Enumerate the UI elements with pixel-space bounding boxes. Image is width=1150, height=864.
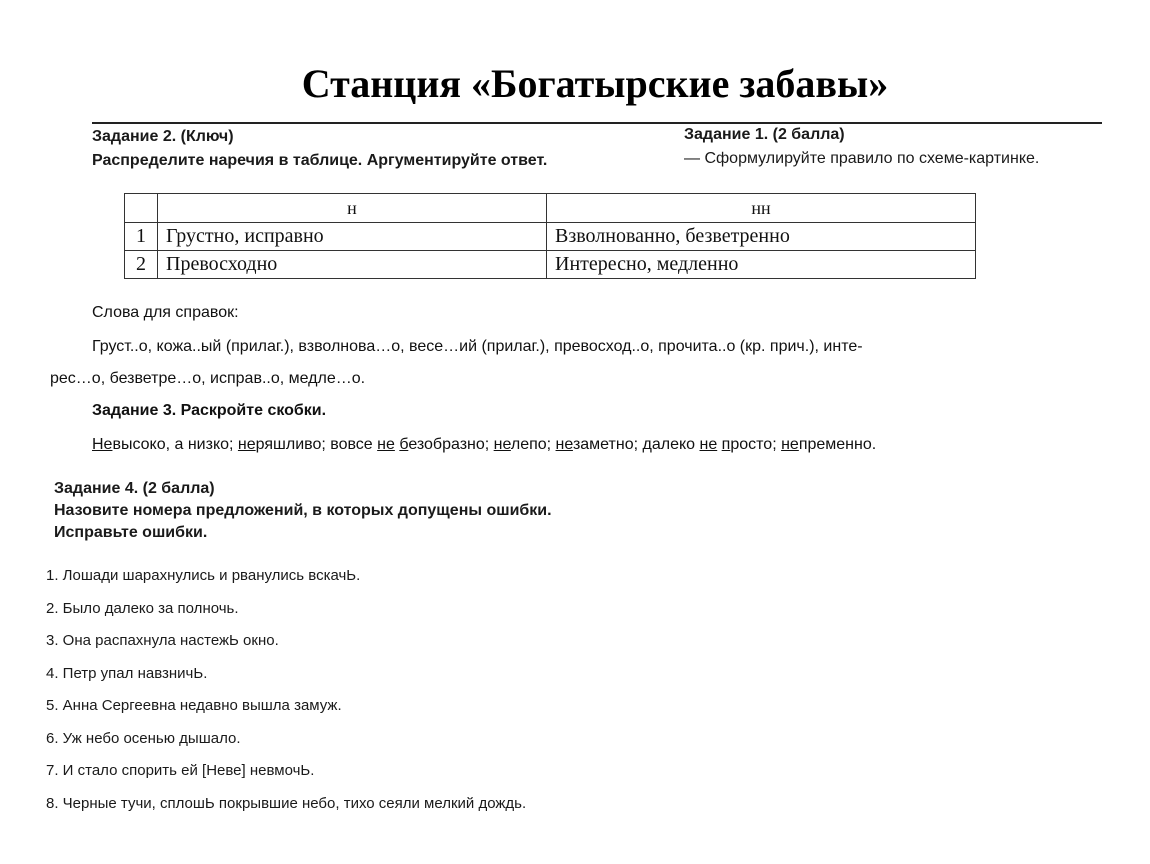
underlined-part: б	[399, 436, 409, 453]
list-item: 8. Черные тучи, сплошЬ покрывшие небо, тихо сеяли мелкий дождь.	[46, 794, 527, 812]
table-header-row	[125, 194, 976, 223]
list-item: 5. Анна Сергеевна недавно вышла замуж.	[46, 697, 342, 714]
header-nn: нн	[547, 194, 976, 223]
list-item: 2. Было далеко за полночь.	[46, 599, 239, 617]
underlined-part: не	[237, 436, 256, 453]
underlined-part: не	[555, 436, 573, 453]
underlined-part: п	[721, 436, 731, 453]
reference-words-line1: Груст..о, кожа..ый (прилаг.), взволнова…о, весе…ий (прилаг.), превосход..о, прочита..о (кр. прич.), инте-	[92, 338, 863, 355]
cell-n: Грустно, исправно	[158, 223, 547, 251]
adverbs-table	[124, 193, 976, 279]
list-item: 1. Лошади шарахнулись и рванулись вскачЬ.	[46, 567, 361, 584]
task2-instruction: Распределите наречия в таблице. Аргументируйте ответ.	[92, 152, 548, 169]
table-row	[125, 251, 976, 279]
reference-title: Слова для справок:	[92, 304, 239, 321]
underlined-part: не	[699, 436, 718, 453]
task2-title: Задание 2. (Ключ)	[92, 128, 234, 145]
divider-line	[92, 122, 1102, 124]
cell-nn: Интересно, медленно	[547, 251, 976, 279]
underlined-part: не	[377, 436, 395, 453]
slide-title: Станция «Богатырские забавы»	[301, 61, 889, 106]
list-item: 7. И стало спорить ей [Неве] невмочЬ.	[46, 762, 315, 779]
header-n: н	[158, 194, 547, 223]
table-corner-cell	[125, 194, 158, 223]
task4-title: Задание 4. (2 балла)	[54, 480, 215, 497]
list-item: 4. Петр упал навзничЬ.	[46, 664, 208, 682]
task4-instruction: Назовите номера предложений, в которых допущены ошибки.	[54, 502, 552, 519]
list-item: 3. Она распахнула настежЬ окно.	[46, 632, 279, 649]
cell-nn: Взволнованно, безветренно	[547, 223, 976, 251]
answer-text: ряшливо; вовсе	[255, 436, 378, 453]
row-number: 2	[125, 251, 158, 279]
reference-words-line2: рес…о, безветре…о, исправ..о, медле…о.	[50, 370, 366, 387]
task4-instruction-2: Исправьте ошибки.	[54, 524, 208, 541]
task1-title: Задание 1. (2 балла)	[684, 126, 845, 143]
answer-text: езобразно;	[408, 436, 494, 453]
underlined-part: Не	[92, 436, 113, 453]
row-number: 1	[125, 223, 158, 251]
underlined-part: не	[493, 436, 511, 453]
answer-text: высоко, а низко;	[112, 436, 238, 453]
task3-answer	[92, 436, 876, 454]
answer-text: заметно; далеко	[572, 436, 700, 453]
underlined-part: не	[781, 436, 799, 453]
answer-text: пременно.	[798, 436, 877, 453]
answer-text: лепо;	[510, 436, 556, 453]
table-row	[125, 223, 976, 251]
sentence-list	[46, 566, 526, 826]
answer-text: росто;	[730, 436, 782, 453]
cell-n: Превосходно	[158, 251, 547, 279]
task1-instruction: — Сформулируйте правило по схеме-картинке.	[684, 150, 1040, 167]
list-item: 6. Уж небо осенью дышало.	[46, 729, 241, 747]
task3-title: Задание 3. Раскройте скобки.	[92, 402, 327, 419]
